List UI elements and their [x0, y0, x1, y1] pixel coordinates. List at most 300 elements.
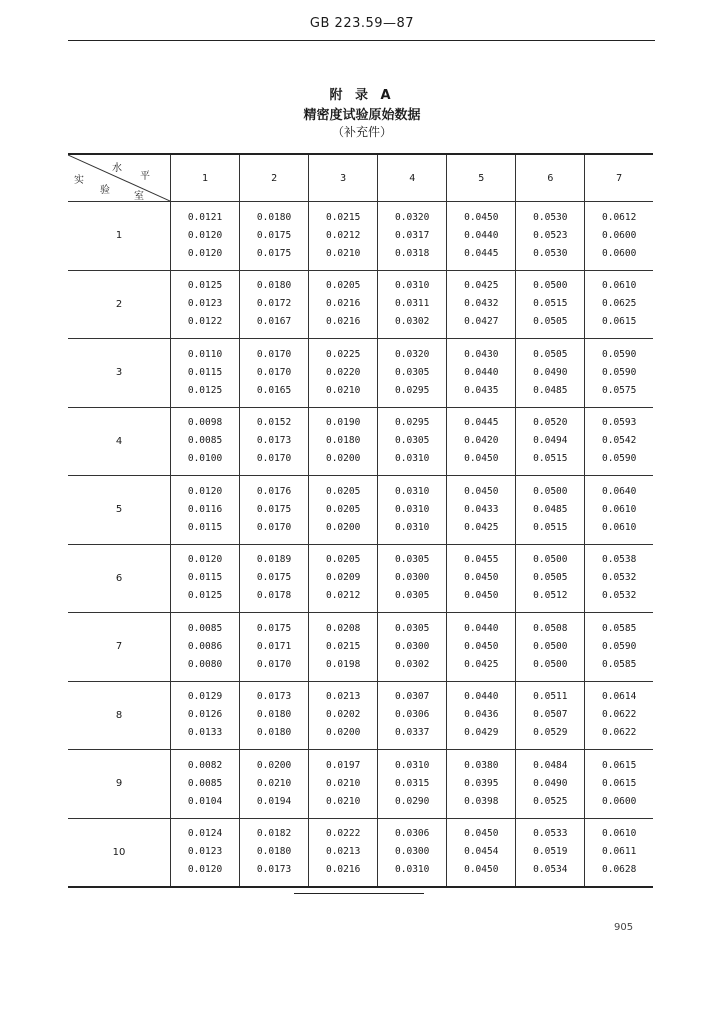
measurement-value: 0.0173 — [256, 435, 292, 447]
measurement-value: 0.0307 — [395, 691, 430, 703]
measurement-value: 0.0436 — [464, 709, 499, 721]
measurement-value: 0.0085 — [187, 777, 223, 789]
measurement-value: 0.0176 — [256, 485, 292, 497]
precision-data-table — [68, 153, 653, 888]
measurement-value: 0.0317 — [395, 229, 430, 241]
measurement-value: 0.0515 — [533, 298, 568, 310]
measurement-value: 0.0485 — [533, 384, 568, 396]
measurement-value: 0.0125 — [187, 384, 223, 396]
measurement-value: 0.0173 — [256, 691, 292, 703]
measurement-value: 0.0295 — [395, 417, 430, 429]
appendix-subtitle: 精密度试验原始数据 — [303, 108, 421, 123]
table-row — [68, 681, 653, 750]
measurement-value: 0.0104 — [187, 795, 223, 807]
table-header-row — [68, 154, 653, 202]
measurement-value: 0.0175 — [256, 229, 292, 241]
measurement-value: 0.0523 — [533, 229, 568, 241]
measurement-value: 0.0310 — [395, 503, 430, 515]
measurement-value: 0.0433 — [464, 503, 499, 515]
measurement-value: 0.0450 — [464, 590, 499, 602]
measurement-value: 0.0622 — [602, 709, 637, 721]
measurement-value: 0.0590 — [602, 366, 637, 378]
table-row — [68, 407, 653, 476]
value-cell — [378, 613, 447, 682]
measurement-value: 0.0305 — [395, 554, 430, 566]
closing-rule — [294, 893, 424, 894]
measurement-value: 0.0306 — [395, 828, 430, 839]
measurement-value: 0.0310 — [395, 485, 430, 497]
measurement-value: 0.0300 — [395, 640, 430, 652]
value-cell — [309, 544, 378, 613]
value-cell — [447, 544, 516, 613]
measurement-value: 0.0611 — [602, 846, 637, 857]
measurement-value: 0.0625 — [602, 298, 637, 310]
measurement-value: 0.0120 — [187, 247, 223, 259]
measurement-value: 0.0306 — [395, 709, 430, 721]
measurement-value: 0.0189 — [256, 554, 292, 566]
measurement-value: 0.0190 — [325, 417, 361, 429]
measurement-value: 0.0484 — [533, 759, 568, 771]
measurement-value: 0.0300 — [395, 846, 430, 857]
measurement-value: 0.0450 — [464, 485, 499, 497]
value-cell — [447, 476, 516, 545]
measurement-value: 0.0200 — [325, 521, 361, 533]
table-row — [68, 818, 653, 887]
measurement-value: 0.0120 — [187, 864, 223, 875]
measurement-value: 0.0208 — [325, 622, 361, 634]
measurement-value: 0.0222 — [325, 828, 361, 839]
measurement-value: 0.0173 — [256, 864, 292, 875]
value-cell — [309, 202, 378, 271]
measurement-value: 0.0337 — [395, 727, 430, 739]
value-cell — [447, 339, 516, 408]
value-cell — [171, 544, 240, 613]
measurement-value: 0.0440 — [464, 622, 499, 634]
measurement-value: 0.0530 — [533, 247, 568, 259]
value-cell — [516, 407, 585, 476]
table-row — [68, 270, 653, 339]
lab-number: 1 — [68, 202, 171, 271]
measurement-value: 0.0200 — [256, 759, 292, 771]
measurement-value: 0.0116 — [187, 503, 223, 515]
measurement-value: 0.0125 — [187, 590, 223, 602]
measurement-value: 0.0600 — [602, 795, 637, 807]
measurement-value: 0.0220 — [325, 366, 361, 378]
measurement-value: 0.0180 — [325, 435, 361, 447]
value-cell — [378, 339, 447, 408]
value-cell — [240, 818, 309, 887]
measurement-value: 0.0610 — [602, 280, 637, 292]
measurement-value: 0.0180 — [256, 280, 292, 292]
value-cell — [447, 270, 516, 339]
value-cell — [447, 407, 516, 476]
measurement-value: 0.0205 — [325, 554, 361, 566]
measurement-value: 0.0210 — [325, 247, 361, 259]
measurement-value: 0.0122 — [187, 316, 223, 328]
measurement-value: 0.0213 — [325, 846, 361, 857]
measurement-value: 0.0305 — [395, 622, 430, 634]
value-cell — [378, 818, 447, 887]
value-cell — [240, 681, 309, 750]
measurement-value: 0.0212 — [325, 590, 361, 602]
value-cell — [585, 270, 653, 339]
measurement-value: 0.0500 — [533, 280, 568, 292]
value-cell — [585, 613, 653, 682]
table-row — [68, 613, 653, 682]
measurement-value: 0.0210 — [325, 384, 361, 396]
measurement-value: 0.0210 — [256, 777, 292, 789]
lab-number: 10 — [68, 818, 171, 887]
value-cell — [240, 407, 309, 476]
measurement-value: 0.0455 — [464, 554, 499, 566]
measurement-value: 0.0398 — [464, 795, 499, 807]
value-cell — [171, 750, 240, 819]
value-cell — [171, 476, 240, 545]
lab-number: 9 — [68, 750, 171, 819]
value-cell — [516, 270, 585, 339]
measurement-value: 0.0315 — [395, 777, 430, 789]
measurement-value: 0.0440 — [464, 229, 499, 241]
measurement-value: 0.0622 — [602, 727, 637, 739]
measurement-value: 0.0180 — [256, 727, 292, 739]
measurement-value: 0.0310 — [395, 759, 430, 771]
table-row — [68, 339, 653, 408]
level-header: 4 — [378, 154, 447, 202]
measurement-value: 0.0085 — [187, 435, 223, 447]
measurement-value: 0.0318 — [395, 247, 430, 259]
measurement-value: 0.0197 — [325, 759, 361, 771]
measurement-value: 0.0175 — [256, 247, 292, 259]
measurement-value: 0.0615 — [602, 316, 637, 328]
measurement-value: 0.0170 — [256, 453, 292, 465]
measurement-value: 0.0500 — [533, 554, 568, 566]
measurement-value: 0.0216 — [325, 316, 361, 328]
measurement-value: 0.0198 — [325, 658, 361, 670]
corner-lab-label-3: 室 — [134, 191, 144, 201]
measurement-value: 0.0178 — [256, 590, 292, 602]
measurement-value: 0.0209 — [325, 572, 361, 584]
measurement-value: 0.0210 — [325, 795, 361, 807]
value-cell — [309, 681, 378, 750]
lab-number: 6 — [68, 544, 171, 613]
measurement-value: 0.0429 — [464, 727, 499, 739]
measurement-value: 0.0575 — [602, 384, 637, 396]
measurement-value: 0.0505 — [533, 572, 568, 584]
value-cell — [516, 339, 585, 408]
value-cell — [516, 818, 585, 887]
measurement-value: 0.0593 — [602, 417, 637, 429]
value-cell — [240, 339, 309, 408]
page-number: 905 — [614, 922, 634, 933]
measurement-value: 0.0450 — [464, 864, 499, 875]
measurement-value: 0.0124 — [187, 828, 223, 839]
value-cell — [240, 613, 309, 682]
measurement-value: 0.0305 — [395, 435, 430, 447]
value-cell — [447, 818, 516, 887]
value-cell — [309, 407, 378, 476]
measurement-value: 0.0110 — [187, 348, 223, 360]
measurement-value: 0.0302 — [395, 316, 430, 328]
measurement-value: 0.0450 — [464, 453, 499, 465]
value-cell — [378, 202, 447, 271]
measurement-value: 0.0430 — [464, 348, 499, 360]
value-cell — [171, 270, 240, 339]
value-cell — [378, 270, 447, 339]
measurement-value: 0.0538 — [602, 554, 637, 566]
measurement-value: 0.0512 — [533, 590, 568, 602]
measurement-value: 0.0590 — [602, 348, 637, 360]
measurement-value: 0.0310 — [395, 864, 430, 875]
value-cell — [309, 270, 378, 339]
value-cell — [585, 681, 653, 750]
value-cell — [585, 407, 653, 476]
standard-code: GB 223.59—87 — [309, 16, 415, 31]
measurement-value: 0.0215 — [325, 640, 361, 652]
measurement-value: 0.0640 — [602, 485, 637, 497]
level-header: 1 — [171, 154, 240, 202]
value-cell — [309, 476, 378, 545]
measurement-value: 0.0445 — [464, 417, 499, 429]
measurement-value: 0.0085 — [187, 622, 223, 634]
measurement-value: 0.0133 — [187, 727, 223, 739]
measurement-value: 0.0585 — [602, 622, 637, 634]
measurement-value: 0.0115 — [187, 366, 223, 378]
measurement-value: 0.0086 — [187, 640, 223, 652]
measurement-value: 0.0600 — [602, 247, 637, 259]
lab-number: 7 — [68, 613, 171, 682]
value-cell — [585, 544, 653, 613]
measurement-value: 0.0440 — [464, 366, 499, 378]
measurement-value: 0.0305 — [395, 366, 430, 378]
measurement-value: 0.0432 — [464, 298, 499, 310]
measurement-value: 0.0532 — [602, 590, 637, 602]
measurement-value: 0.0454 — [464, 846, 499, 857]
measurement-value: 0.0170 — [256, 366, 292, 378]
measurement-value: 0.0180 — [256, 709, 292, 721]
measurement-value: 0.0126 — [187, 709, 223, 721]
table-body — [68, 202, 653, 887]
measurement-value: 0.0175 — [256, 572, 292, 584]
measurement-value: 0.0170 — [256, 658, 292, 670]
measurement-value: 0.0610 — [602, 521, 637, 533]
value-cell — [240, 750, 309, 819]
measurement-value: 0.0080 — [187, 658, 223, 670]
appendix-note: （补充件） — [331, 125, 392, 139]
measurement-value: 0.0180 — [256, 846, 292, 857]
value-cell — [585, 339, 653, 408]
value-cell — [516, 750, 585, 819]
measurement-value: 0.0615 — [602, 777, 637, 789]
measurement-value: 0.0202 — [325, 709, 361, 721]
measurement-value: 0.0120 — [187, 554, 223, 566]
corner-level-label-2: 平 — [140, 171, 150, 182]
value-cell — [378, 750, 447, 819]
lab-number: 3 — [68, 339, 171, 408]
measurement-value: 0.0610 — [602, 503, 637, 515]
measurement-value: 0.0215 — [325, 211, 361, 223]
measurement-value: 0.0216 — [325, 298, 361, 310]
value-cell — [378, 544, 447, 613]
level-header: 5 — [447, 154, 516, 202]
measurement-value: 0.0171 — [256, 640, 292, 652]
measurement-value: 0.0082 — [187, 759, 223, 771]
measurement-value: 0.0320 — [395, 348, 430, 360]
measurement-value: 0.0302 — [395, 658, 430, 670]
measurement-value: 0.0310 — [395, 453, 430, 465]
measurement-value: 0.0425 — [464, 280, 499, 292]
value-cell — [516, 544, 585, 613]
value-cell — [240, 202, 309, 271]
measurement-value: 0.0115 — [187, 521, 223, 533]
measurement-value: 0.0210 — [325, 777, 361, 789]
value-cell — [171, 613, 240, 682]
measurement-value: 0.0615 — [602, 759, 637, 771]
value-cell — [585, 750, 653, 819]
measurement-value: 0.0125 — [187, 280, 223, 292]
value-cell — [171, 202, 240, 271]
measurement-value: 0.0519 — [533, 846, 568, 857]
level-header: 6 — [516, 154, 585, 202]
measurement-value: 0.0205 — [325, 485, 361, 497]
value-cell — [309, 750, 378, 819]
measurement-value: 0.0212 — [325, 229, 361, 241]
measurement-value: 0.0200 — [325, 727, 361, 739]
value-cell — [447, 613, 516, 682]
measurement-value: 0.0121 — [187, 211, 223, 223]
measurement-value: 0.0205 — [325, 280, 361, 292]
measurement-value: 0.0612 — [602, 211, 637, 223]
measurement-value: 0.0500 — [533, 640, 568, 652]
measurement-value: 0.0511 — [533, 691, 568, 703]
measurement-value: 0.0300 — [395, 572, 430, 584]
corner-level-label-1: 水 — [112, 163, 122, 174]
value-cell — [309, 613, 378, 682]
measurement-value: 0.0205 — [325, 503, 361, 515]
measurement-value: 0.0628 — [602, 864, 637, 875]
measurement-value: 0.0427 — [464, 316, 499, 328]
measurement-value: 0.0123 — [187, 298, 223, 310]
measurement-value: 0.0532 — [602, 572, 637, 584]
measurement-value: 0.0380 — [464, 759, 499, 771]
measurement-value: 0.0213 — [325, 691, 361, 703]
value-cell — [171, 818, 240, 887]
level-header: 7 — [585, 154, 653, 202]
value-cell — [585, 476, 653, 545]
measurement-value: 0.0098 — [187, 417, 223, 429]
measurement-value: 0.0600 — [602, 229, 637, 241]
value-cell — [516, 476, 585, 545]
level-header: 3 — [309, 154, 378, 202]
measurement-value: 0.0165 — [256, 384, 292, 396]
measurement-value: 0.0508 — [533, 622, 568, 634]
measurement-value: 0.0490 — [533, 777, 568, 789]
lab-number: 4 — [68, 407, 171, 476]
measurement-value: 0.0194 — [256, 795, 292, 807]
measurement-value: 0.0505 — [533, 348, 568, 360]
value-cell — [447, 681, 516, 750]
measurement-value: 0.0425 — [464, 521, 499, 533]
measurement-value: 0.0590 — [602, 453, 637, 465]
measurement-value: 0.0505 — [533, 316, 568, 328]
value-cell — [378, 407, 447, 476]
measurement-value: 0.0123 — [187, 846, 223, 857]
lab-number: 8 — [68, 681, 171, 750]
value-cell — [171, 407, 240, 476]
measurement-value: 0.0500 — [533, 485, 568, 497]
measurement-value: 0.0305 — [395, 590, 430, 602]
value-cell — [240, 270, 309, 339]
measurement-value: 0.0170 — [256, 348, 292, 360]
value-cell — [516, 613, 585, 682]
header-rule — [68, 40, 655, 41]
measurement-value: 0.0167 — [256, 316, 292, 328]
measurement-value: 0.0290 — [395, 795, 430, 807]
measurement-value: 0.0515 — [533, 521, 568, 533]
value-cell — [447, 750, 516, 819]
measurement-value: 0.0494 — [533, 435, 568, 447]
measurement-value: 0.0534 — [533, 864, 568, 875]
measurement-value: 0.0311 — [395, 298, 430, 310]
measurement-value: 0.0450 — [464, 572, 499, 584]
lab-number: 2 — [68, 270, 171, 339]
appendix-title: 附 录 A — [329, 88, 395, 103]
measurement-value: 0.0395 — [464, 777, 499, 789]
value-cell — [516, 681, 585, 750]
value-cell — [240, 544, 309, 613]
measurement-value: 0.0542 — [602, 435, 637, 447]
measurement-value: 0.0120 — [187, 229, 223, 241]
corner-lab-label-2: 验 — [100, 185, 110, 196]
measurement-value: 0.0440 — [464, 691, 499, 703]
measurement-value: 0.0450 — [464, 211, 499, 223]
measurement-value: 0.0500 — [533, 658, 568, 670]
table-row — [68, 476, 653, 545]
measurement-value: 0.0120 — [187, 485, 223, 497]
value-cell — [171, 339, 240, 408]
level-header: 2 — [240, 154, 309, 202]
measurement-value: 0.0152 — [256, 417, 292, 429]
measurement-value: 0.0225 — [325, 348, 361, 360]
measurement-value: 0.0100 — [187, 453, 223, 465]
measurement-value: 0.0585 — [602, 658, 637, 670]
measurement-value: 0.0425 — [464, 658, 499, 670]
value-cell — [171, 681, 240, 750]
measurement-value: 0.0115 — [187, 572, 223, 584]
measurement-value: 0.0175 — [256, 503, 292, 515]
value-cell — [516, 202, 585, 271]
measurement-value: 0.0525 — [533, 795, 568, 807]
measurement-value: 0.0180 — [256, 211, 292, 223]
measurement-value: 0.0310 — [395, 280, 430, 292]
measurement-value: 0.0182 — [256, 828, 292, 839]
table-row — [68, 202, 653, 271]
value-cell — [585, 818, 653, 887]
value-cell — [309, 818, 378, 887]
measurement-value: 0.0485 — [533, 503, 568, 515]
measurement-value: 0.0515 — [533, 453, 568, 465]
measurement-value: 0.0172 — [256, 298, 292, 310]
measurement-value: 0.0610 — [602, 828, 637, 839]
measurement-value: 0.0295 — [395, 384, 430, 396]
corner-lab-label-1: 实 — [74, 175, 84, 186]
value-cell — [240, 476, 309, 545]
value-cell — [378, 476, 447, 545]
measurement-value: 0.0533 — [533, 828, 568, 839]
value-cell — [378, 681, 447, 750]
value-cell — [585, 202, 653, 271]
table-row — [68, 544, 653, 613]
measurement-value: 0.0450 — [464, 640, 499, 652]
